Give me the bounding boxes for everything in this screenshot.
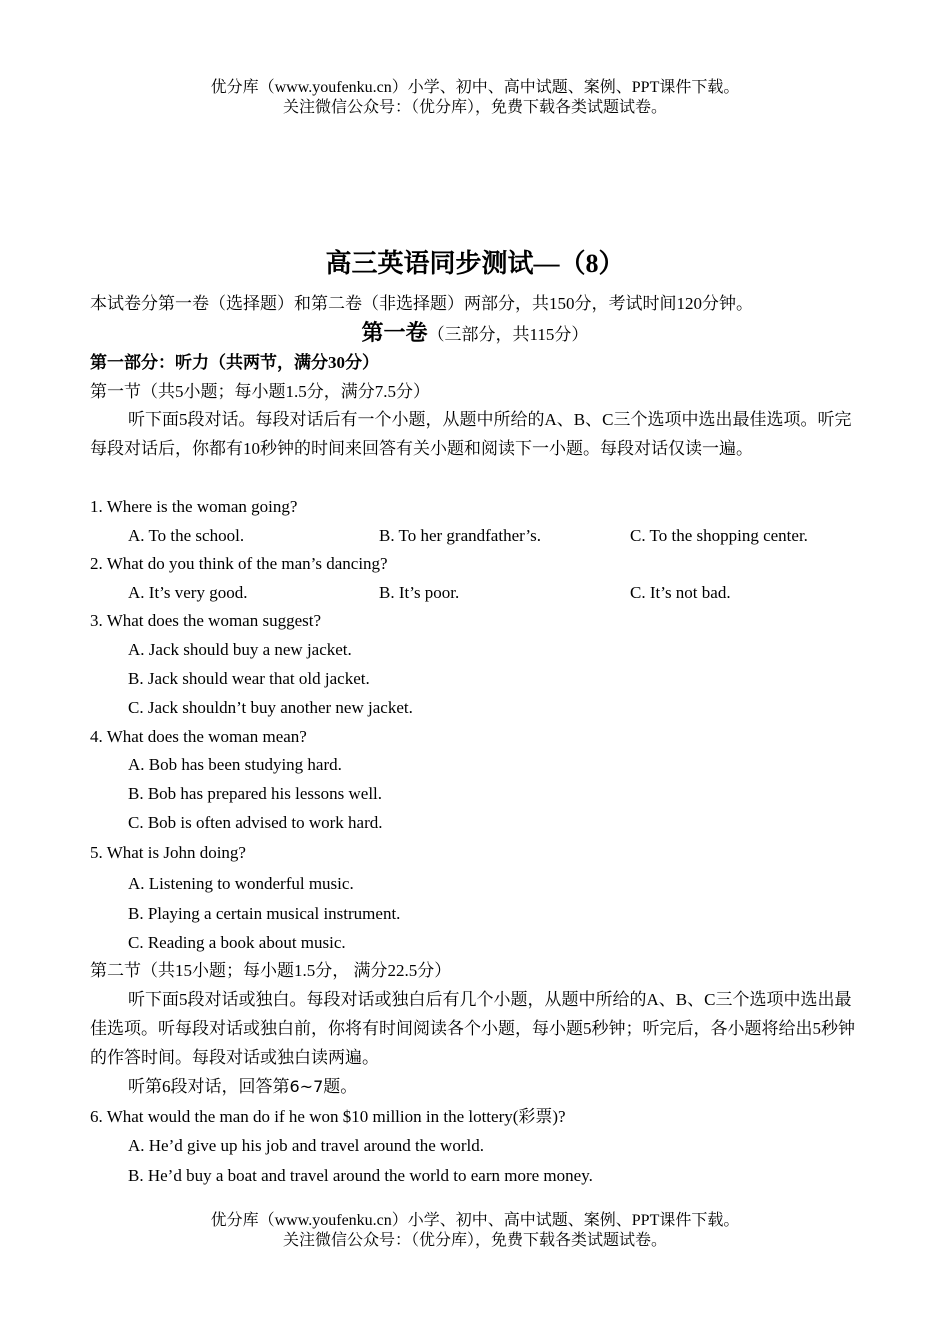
q6-option-a: A. He’d give up his job and travel around the world. bbox=[128, 1136, 484, 1155]
question-4: 4. What does the woman mean? bbox=[90, 727, 307, 746]
q4-option-c: C. Bob is often advised to work hard. bbox=[128, 813, 383, 832]
page-footer bbox=[0, 1211, 950, 1251]
volume-1-title: 第一卷 bbox=[361, 320, 428, 345]
q6-option-b: B. He’d buy a boat and travel around the world to earn more money. bbox=[128, 1166, 593, 1185]
page-title: 高三英语同步测试—（8） bbox=[325, 249, 625, 278]
section-1-instruction-text: 听下面5段对话。每段对话后有一个小题，从题中所给的A、B、C三个选项中选出最佳选项。听完每段对话后，你都有10秒钟的时间来回答有关小题和阅读下一小题。每段对话仅读一遍。 bbox=[90, 410, 852, 458]
q2-option-c: C. It’s not bad. bbox=[630, 583, 731, 602]
volume-1-note: （三部分，共115分） bbox=[427, 325, 589, 344]
dialog-6-instruction bbox=[128, 1076, 357, 1098]
exam-intro: 本试卷分第一卷（选择题）和第二卷（非选择题）两部分，共150分，考试时间120分钟。 bbox=[90, 294, 753, 313]
volume-1-heading bbox=[0, 322, 950, 346]
question-1: 1. Where is the woman going? bbox=[90, 497, 298, 516]
q1-option-b: B. To her grandfather’s. bbox=[379, 526, 541, 545]
q5-option-a: A. Listening to wonderful music. bbox=[128, 874, 354, 893]
page-header bbox=[0, 78, 950, 118]
dialog-6-range: 6~7 bbox=[289, 1077, 324, 1096]
footer-line-1: 优分库（www.youfenku.cn）小学、初中、高中试题、案例、PPT课件下载。 bbox=[210, 1212, 740, 1229]
section-2-heading: 第二节（共15小题；每小题1.5分， 满分22.5分） bbox=[90, 961, 452, 980]
dialog-6-post: 题。 bbox=[323, 1077, 358, 1096]
header-line-1: 优分库（www.youfenku.cn）小学、初中、高中试题、案例、PPT课件下载。 bbox=[210, 79, 740, 96]
q3-option-b: B. Jack should wear that old jacket. bbox=[128, 669, 370, 688]
q1-option-a: A. To the school. bbox=[128, 526, 245, 545]
q5-option-b: B. Playing a certain musical instrument. bbox=[128, 904, 401, 923]
q3-option-c: C. Jack shouldn’t buy another new jacket. bbox=[128, 698, 413, 717]
section-1-instruction bbox=[90, 405, 862, 463]
question-3: 3. What does the woman suggest? bbox=[90, 611, 322, 630]
dialog-6-pre: 听第6段对话，回答第 bbox=[128, 1077, 290, 1096]
q2-option-b: B. It’s poor. bbox=[379, 583, 460, 602]
section-2-instruction bbox=[90, 985, 862, 1072]
q3-option-a: A. Jack should buy a new jacket. bbox=[128, 640, 352, 659]
question-5: 5. What is John doing? bbox=[90, 843, 246, 862]
question-6: 6. What would the man do if he won $10 million in the lottery(彩票)? bbox=[90, 1107, 566, 1126]
footer-line-2: 关注微信公众号：（优分库），免费下载各类试题试卷。 bbox=[282, 1232, 667, 1249]
section-1-heading: 第一节（共5小题；每小题1.5分，满分7.5分） bbox=[90, 382, 430, 401]
q2-option-a: A. It’s very good. bbox=[128, 583, 248, 602]
header-line-2: 关注微信公众号：（优分库），免费下载各类试题试卷。 bbox=[282, 99, 667, 116]
q4-option-b: B. Bob has prepared his lessons well. bbox=[128, 784, 383, 803]
q4-option-a: A. Bob has been studying hard. bbox=[128, 755, 342, 774]
part-1-title: 第一部分：听力（共两节，满分30分） bbox=[90, 353, 379, 372]
section-2-instruction-text: 听下面5段对话或独白。每段对话或独白后有几个小题，从题中所给的A、B、C三个选项中选出最佳选项。听每段对话或独白前，你将有时间阅读各个小题，每小题5秒钟；听完后，各小题将给出5秒钟的作答时间。每段对话或独白读两遍。 bbox=[90, 990, 855, 1067]
q5-option-c: C. Reading a book about music. bbox=[128, 933, 346, 952]
question-2: 2. What do you think of the man’s dancing? bbox=[90, 554, 388, 573]
q1-option-c: C. To the shopping center. bbox=[630, 526, 808, 545]
